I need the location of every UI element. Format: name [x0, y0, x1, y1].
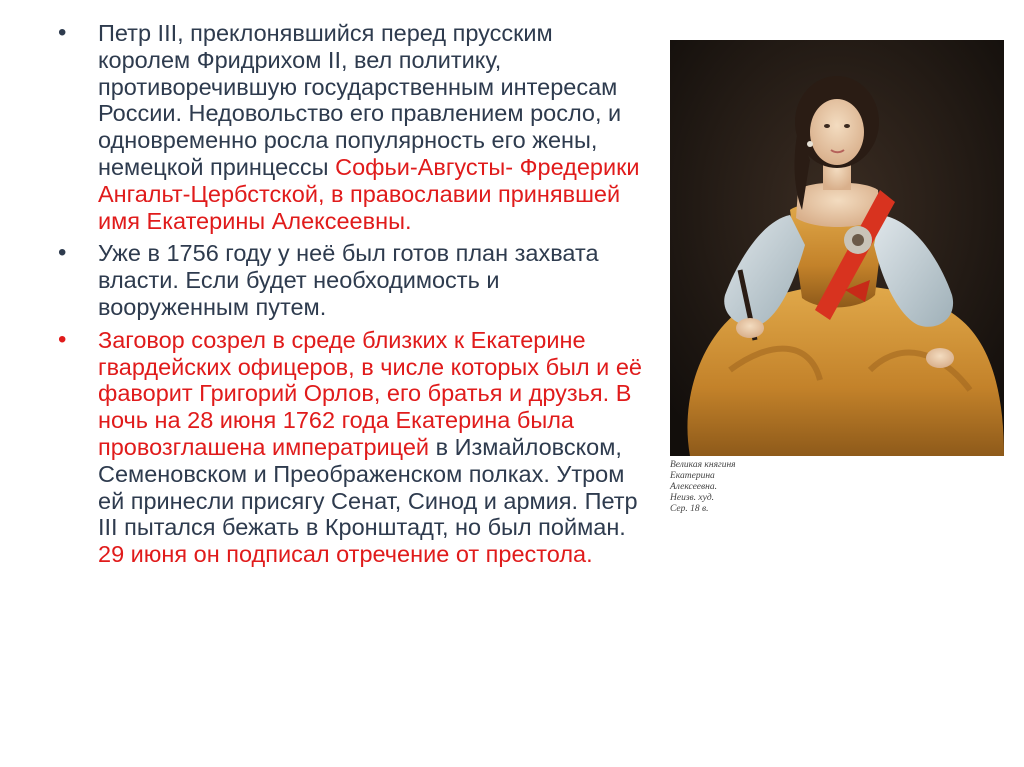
- bullet-symbol: •: [58, 325, 67, 353]
- bullet-symbol: •: [58, 19, 67, 46]
- bullet-item-2: [56, 240, 646, 320]
- caption-line-5: Сер. 18 в.: [670, 504, 709, 514]
- bullet-1-text-a: Петр III, преклонявшийся перед прусским королем Фридрихом II, вел политику, противоречившую государственным интересам России. Недовольство его правлением росло, и одновременно росла популярность его жены, немецкой принцессы: [98, 20, 622, 180]
- bullet-3-text-a: Заговор созрел в среде близких к Екатерине гвардейских офицеров, в числе которых был и её фаворит Григорий Орлов, его братья и друзья. В ночь на 28 июня 1762 года Екатерина была провозглашена императрицей: [98, 326, 642, 460]
- portrait-caption: [670, 460, 830, 515]
- bullet-list: [56, 20, 646, 574]
- bullet-item-1: [56, 20, 646, 234]
- bullet-1-text-b: Софьи-Августы- Фредерики Ангальт-Цербстской, в православии принявшей имя Екатерины Алексеевны.: [98, 153, 640, 234]
- portrait-painting: [670, 40, 1004, 456]
- bullet-symbol: •: [58, 239, 67, 267]
- caption-line-2: Екатерина: [670, 471, 715, 481]
- bullet-3-text-c: 29 июня он подписал отречение от престола.: [98, 541, 593, 568]
- caption-line-1: Великая княгиня: [670, 460, 736, 470]
- bullet-item-3: [56, 327, 646, 568]
- portrait-image: [670, 40, 1004, 456]
- caption-line-3: Алексеевна.: [670, 482, 717, 492]
- bullet-3-text-b: в Измайловском, Семеновском и Преображенском полках. Утром ей принесли присягу Сенат, Синод и армия. Петр III пытался бежать в Кронштадт, но был пойман.: [98, 433, 638, 541]
- bullet-2-text: Уже в 1756 году у неё был готов план захвата власти. Если будет необходимость и вооруженным путем.: [98, 240, 599, 320]
- caption-line-4: Неизв. худ.: [670, 493, 714, 503]
